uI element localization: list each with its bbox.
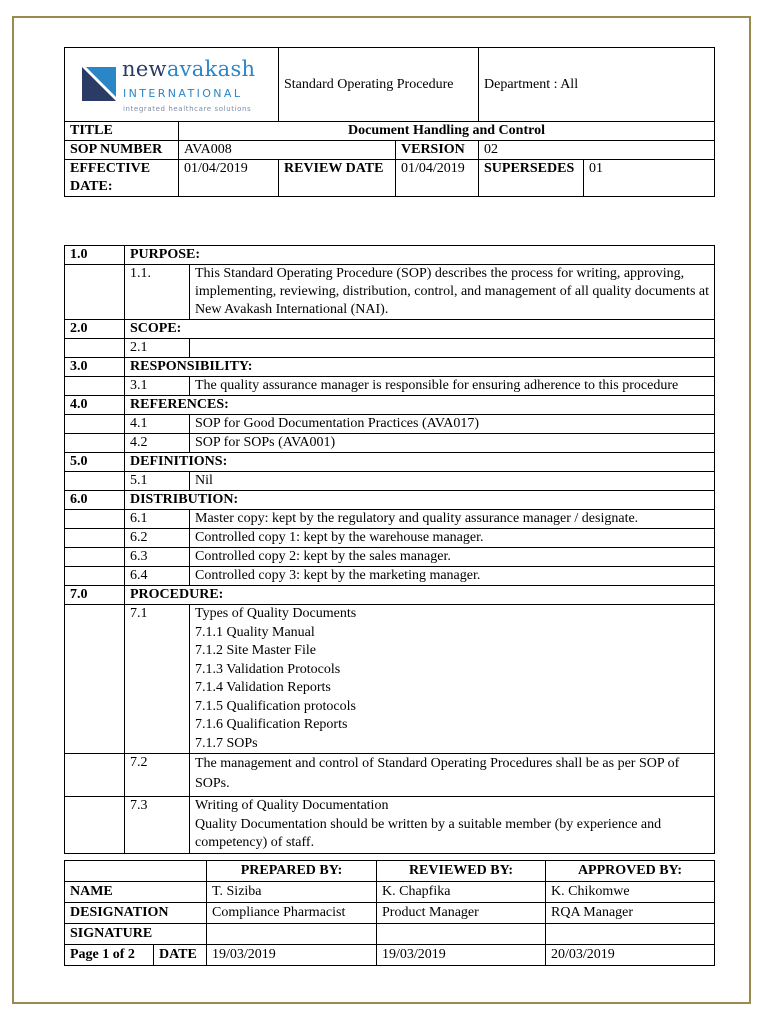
prepared-date: 19/03/2019 — [207, 945, 377, 966]
doc-type: Standard Operating Procedure — [279, 48, 479, 122]
empty-cell — [65, 548, 125, 567]
department: Department : All — [479, 48, 715, 122]
item-number: 2.1 — [125, 339, 190, 358]
empty-cell — [65, 567, 125, 586]
empty-cell — [65, 529, 125, 548]
section-header — [65, 491, 715, 510]
item-text: The quality assurance manager is responsible for ensuring adherence to this procedure — [190, 377, 715, 396]
item-number: 7.2 — [125, 754, 190, 797]
section-number: 6.0 — [65, 491, 125, 510]
section-number: 1.0 — [65, 246, 125, 265]
signature-row — [65, 924, 715, 945]
reviewed-by-name: K. Chapfika — [377, 882, 546, 903]
supersedes-label: SUPERSEDES — [479, 160, 584, 197]
approved-by-signature — [546, 924, 715, 945]
section-item — [65, 605, 715, 754]
section-item — [65, 339, 715, 358]
sop-number-label: SOP NUMBER — [65, 141, 179, 160]
item-line: 7.1.4 Validation Reports — [195, 680, 331, 695]
row-label: NAME — [65, 882, 207, 903]
item-number: 1.1. — [125, 265, 190, 320]
section-number: 5.0 — [65, 453, 125, 472]
header-table — [64, 47, 715, 197]
title-label: TITLE — [65, 122, 179, 141]
section-item — [65, 472, 715, 491]
section-title: PROCEDURE: — [125, 586, 715, 605]
section-title: SCOPE: — [125, 320, 715, 339]
item-text: Controlled copy 3: kept by the marketing manager. — [190, 567, 715, 586]
prepared-by-header: PREPARED BY: — [207, 861, 377, 882]
empty-cell — [65, 472, 125, 491]
item-number: 4.2 — [125, 434, 190, 453]
section-number: 4.0 — [65, 396, 125, 415]
item-line: 7.1.6 Qualification Reports — [195, 717, 348, 732]
designation-row — [65, 903, 715, 924]
section-item — [65, 548, 715, 567]
item-number: 6.4 — [125, 567, 190, 586]
item-number: 6.1 — [125, 510, 190, 529]
section-title: DEFINITIONS: — [125, 453, 715, 472]
reviewed-date: 19/03/2019 — [377, 945, 546, 966]
item-number: 5.1 — [125, 472, 190, 491]
item-line: 7.1.3 Validation Protocols — [195, 661, 341, 677]
item-line: Quality Documentation should be written by a suitable member (by experience and competency) of staff. — [195, 816, 662, 850]
empty-cell — [65, 265, 125, 320]
page-number: Page 1 of 2 — [65, 945, 154, 966]
section-title: REFERENCES: — [125, 396, 715, 415]
item-line: 7.1.7 SOPs — [195, 735, 258, 751]
item-number: 4.1 — [125, 415, 190, 434]
prepared-by-name: T. Siziba — [207, 882, 377, 903]
item-line: 7.1.5 Qualification protocols — [195, 698, 356, 714]
empty-cell — [65, 434, 125, 453]
section-header — [65, 320, 715, 339]
approval-table — [64, 860, 715, 966]
section-item — [65, 567, 715, 586]
item-text: This Standard Operating Procedure (SOP) describes the process for writing, approving, implementing, reviewing, distribution, control, and management of all quality documents at New Avakash International (NAI). — [190, 265, 715, 320]
section-item — [65, 510, 715, 529]
item-text: Master copy: kept by the regulatory and quality assurance manager / designate. — [190, 510, 715, 529]
reviewed-by-signature — [377, 924, 546, 945]
company-logo — [65, 48, 279, 121]
logo-cell — [65, 48, 279, 122]
item-text: Controlled copy 1: kept by the warehouse manager. — [190, 529, 715, 548]
reviewed-by-header: REVIEWED BY: — [377, 861, 546, 882]
effective-date-label: EFFECTIVE DATE: — [65, 160, 179, 197]
item-line: 7.1.1 Quality Manual — [195, 624, 315, 640]
section-number: 2.0 — [65, 320, 125, 339]
item-text: SOP for Good Documentation Practices (AVA017) — [190, 415, 715, 434]
approved-by-header: APPROVED BY: — [546, 861, 715, 882]
version-label: VERSION — [396, 141, 479, 160]
effective-date-value: 01/04/2019 — [179, 160, 279, 197]
empty-cell — [65, 510, 125, 529]
version-value: 02 — [479, 141, 715, 160]
item-line: Types of Quality Documents — [195, 606, 357, 621]
row-label: SIGNATURE — [65, 924, 207, 945]
item-line: 7.1.2 Site Master File — [195, 643, 316, 658]
section-header — [65, 586, 715, 605]
sop-number-value: AVA008 — [179, 141, 396, 160]
item-text: The management and control of Standard Operating Procedures shall be as per SOP of SOPs. — [190, 754, 715, 797]
section-title: RESPONSIBILITY: — [125, 358, 715, 377]
empty-cell — [65, 415, 125, 434]
empty-cell — [65, 861, 207, 882]
prepared-by-designation: Compliance Pharmacist — [207, 903, 377, 924]
name-row — [65, 882, 715, 903]
supersedes-value: 01 — [584, 160, 715, 197]
row-label: DESIGNATION — [65, 903, 207, 924]
section-title: DISTRIBUTION: — [125, 491, 715, 510]
section-item — [65, 529, 715, 548]
section-item — [65, 265, 715, 320]
item-text — [190, 339, 715, 358]
item-text: Controlled copy 2: kept by the sales manager. — [190, 548, 715, 567]
section-item — [65, 377, 715, 396]
item-number: 3.1 — [125, 377, 190, 396]
section-number: 3.0 — [65, 358, 125, 377]
item-text — [190, 605, 715, 754]
logo-wordmark: newavakash — [122, 57, 256, 81]
section-item — [65, 797, 715, 854]
section-item — [65, 754, 715, 797]
item-number: 6.3 — [125, 548, 190, 567]
section-item — [65, 415, 715, 434]
section-title: PURPOSE: — [125, 246, 715, 265]
approved-by-name: K. Chikomwe — [546, 882, 715, 903]
item-number: 6.2 — [125, 529, 190, 548]
item-number: 7.1 — [125, 605, 190, 754]
item-text: SOP for SOPs (AVA001) — [190, 434, 715, 453]
prepared-by-signature — [207, 924, 377, 945]
empty-cell — [65, 605, 125, 754]
approved-date: 20/03/2019 — [546, 945, 715, 966]
section-header — [65, 358, 715, 377]
section-header — [65, 453, 715, 472]
item-text — [190, 797, 715, 854]
review-date-value: 01/04/2019 — [396, 160, 479, 197]
empty-cell — [65, 339, 125, 358]
section-item — [65, 434, 715, 453]
logo-mark-icon — [82, 67, 116, 101]
item-number: 7.3 — [125, 797, 190, 854]
section-number: 7.0 — [65, 586, 125, 605]
logo-tagline: integrated healthcare solutions — [123, 105, 252, 113]
approved-by-designation: RQA Manager — [546, 903, 715, 924]
reviewed-by-designation: Product Manager — [377, 903, 546, 924]
section-header — [65, 246, 715, 265]
section-header — [65, 396, 715, 415]
review-date-label: REVIEW DATE — [279, 160, 396, 197]
date-label: DATE — [154, 945, 207, 966]
empty-cell — [65, 754, 125, 797]
sop-content-table — [64, 245, 715, 854]
item-text: Nil — [190, 472, 715, 491]
document-title: Document Handling and Control — [179, 122, 715, 141]
empty-cell — [65, 377, 125, 396]
item-line: Writing of Quality Documentation — [195, 798, 389, 813]
empty-cell — [65, 797, 125, 854]
date-row — [65, 945, 715, 966]
logo-subtitle: INTERNATIONAL — [123, 87, 243, 100]
